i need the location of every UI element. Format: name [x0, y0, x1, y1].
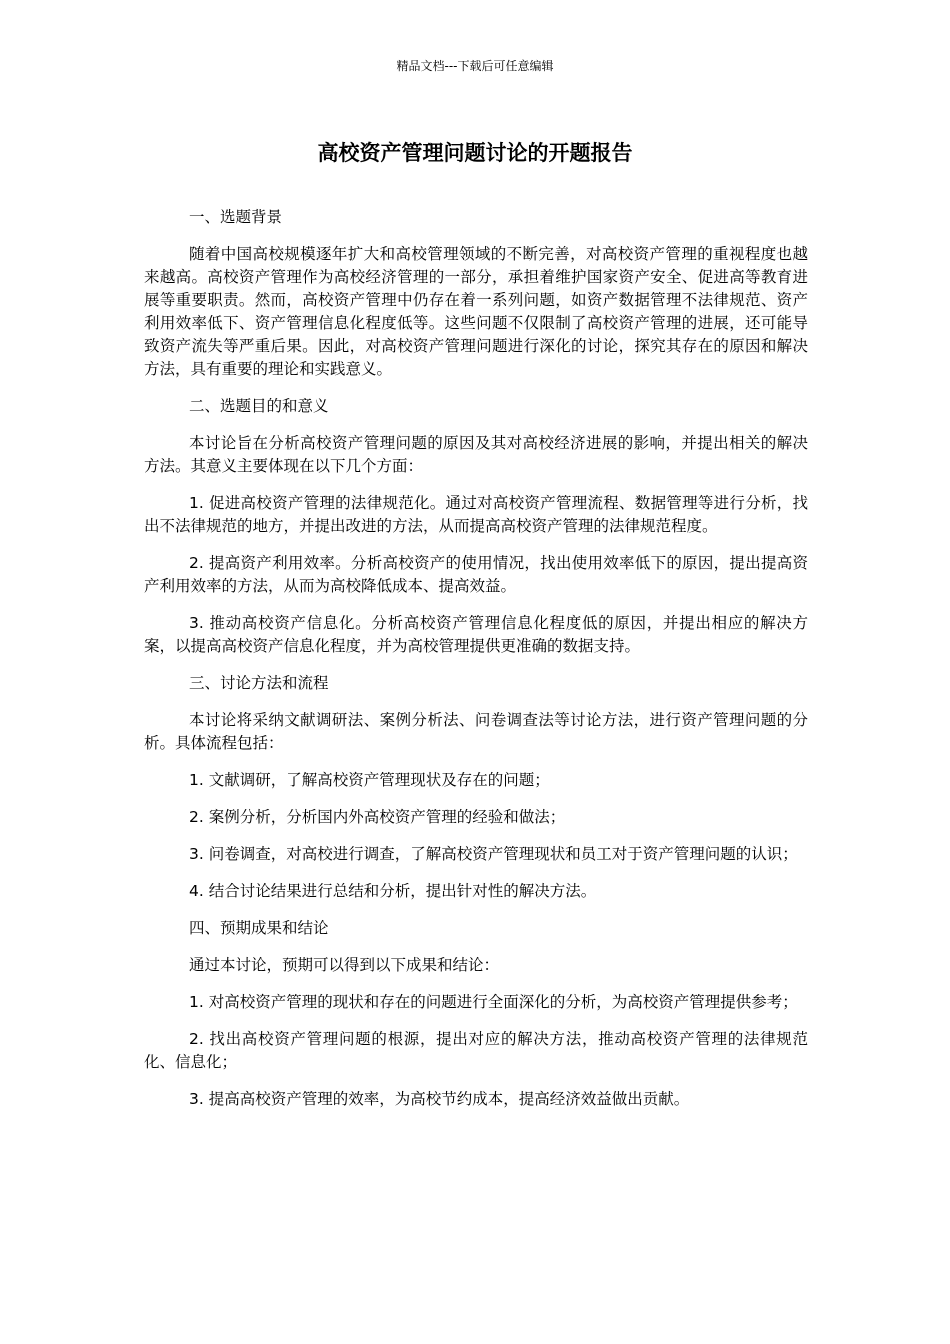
section-heading-purpose: 二、选题目的和意义 — [189, 397, 329, 415]
list-item-results-1: 1. 对高校资产管理的现状和存在的问题进行全面深化的分析，为高校资产管理提供参考； — [189, 993, 798, 1011]
section-heading-method: 三、讨论方法和流程 — [189, 674, 329, 692]
list-item-method-1: 1. 文献调研，了解高校资产管理现状及存在的问题； — [189, 771, 550, 789]
page-header: 精品文档---下载后可任意编辑 — [396, 59, 554, 73]
list-item-results-2: 2. 找出高校资产管理问题的根源，提出对应的解决方法，推动高校资产管理的法律规范化、信息化； — [144, 1030, 808, 1071]
list-item-purpose-2: 2. 提高资产利用效率。分析高校资产的使用情况，找出使用效率低下的原因，提出提高资产利用效率的方法，从而为高校降低成本、提高效益。 — [144, 554, 808, 595]
paragraph-method-intro: 本讨论将采纳文献调研法、案例分析法、问卷调查法等讨论方法，进行资产管理问题的分析。具体流程包括： — [144, 711, 808, 752]
section-heading-results: 四、预期成果和结论 — [189, 919, 329, 937]
paragraph-results-intro: 通过本讨论，预期可以得到以下成果和结论： — [189, 956, 500, 974]
list-item-results-3: 3. 提高高校资产管理的效率，为高校节约成本，提高经济效益做出贡献。 — [189, 1090, 690, 1108]
section-heading-background: 一、选题背景 — [189, 208, 283, 226]
list-item-method-4: 4. 结合讨论结果进行总结和分析，提出针对性的解决方法。 — [189, 882, 597, 900]
paragraph-background: 随着中国高校规模逐年扩大和高校管理领域的不断完善，对高校资产管理的重视程度也越来越高。高校资产管理作为高校经济管理的一部分，承担着维护国家资产安全、促进高等教育进展等重要职责。然而，高校资产管理中仍存在着一系列问题，如资产数据管理不法律规范、资产利用效率低下、资产管理信息化程度低等。这些问题不仅限制了高校资产管理的进展，还可能导致资产流失等严重后果。因此，对高校资产管理问题进行深化的讨论，探究其存在的原因和解决方法，具有重要的理论和实践意义。 — [144, 245, 808, 378]
list-item-purpose-1: 1. 促进高校资产管理的法律规范化。通过对高校资产管理流程、数据管理等进行分析，找出不法律规范的地方，并提出改进的方法，从而提高高校资产管理的法律规范程度。 — [144, 494, 808, 535]
list-item-method-3: 3. 问卷调查，对高校进行调查，了解高校资产管理现状和员工对于资产管理问题的认识； — [189, 845, 798, 863]
list-item-purpose-3: 3. 推动高校资产信息化。分析高校资产管理信息化程度低的原因，并提出相应的解决方案，以提高高校资产信息化程度，并为高校管理提供更准确的数据支持。 — [144, 614, 808, 655]
paragraph-purpose-intro: 本讨论旨在分析高校资产管理问题的原因及其对高校经济进展的影响，并提出相关的解决方法。其意义主要体现在以下几个方面： — [144, 434, 808, 475]
document-title: 高校资产管理问题讨论的开题报告 — [317, 141, 633, 165]
list-item-method-2: 2. 案例分析，分析国内外高校资产管理的经验和做法； — [189, 808, 566, 826]
document-body — [144, 206, 808, 1125]
